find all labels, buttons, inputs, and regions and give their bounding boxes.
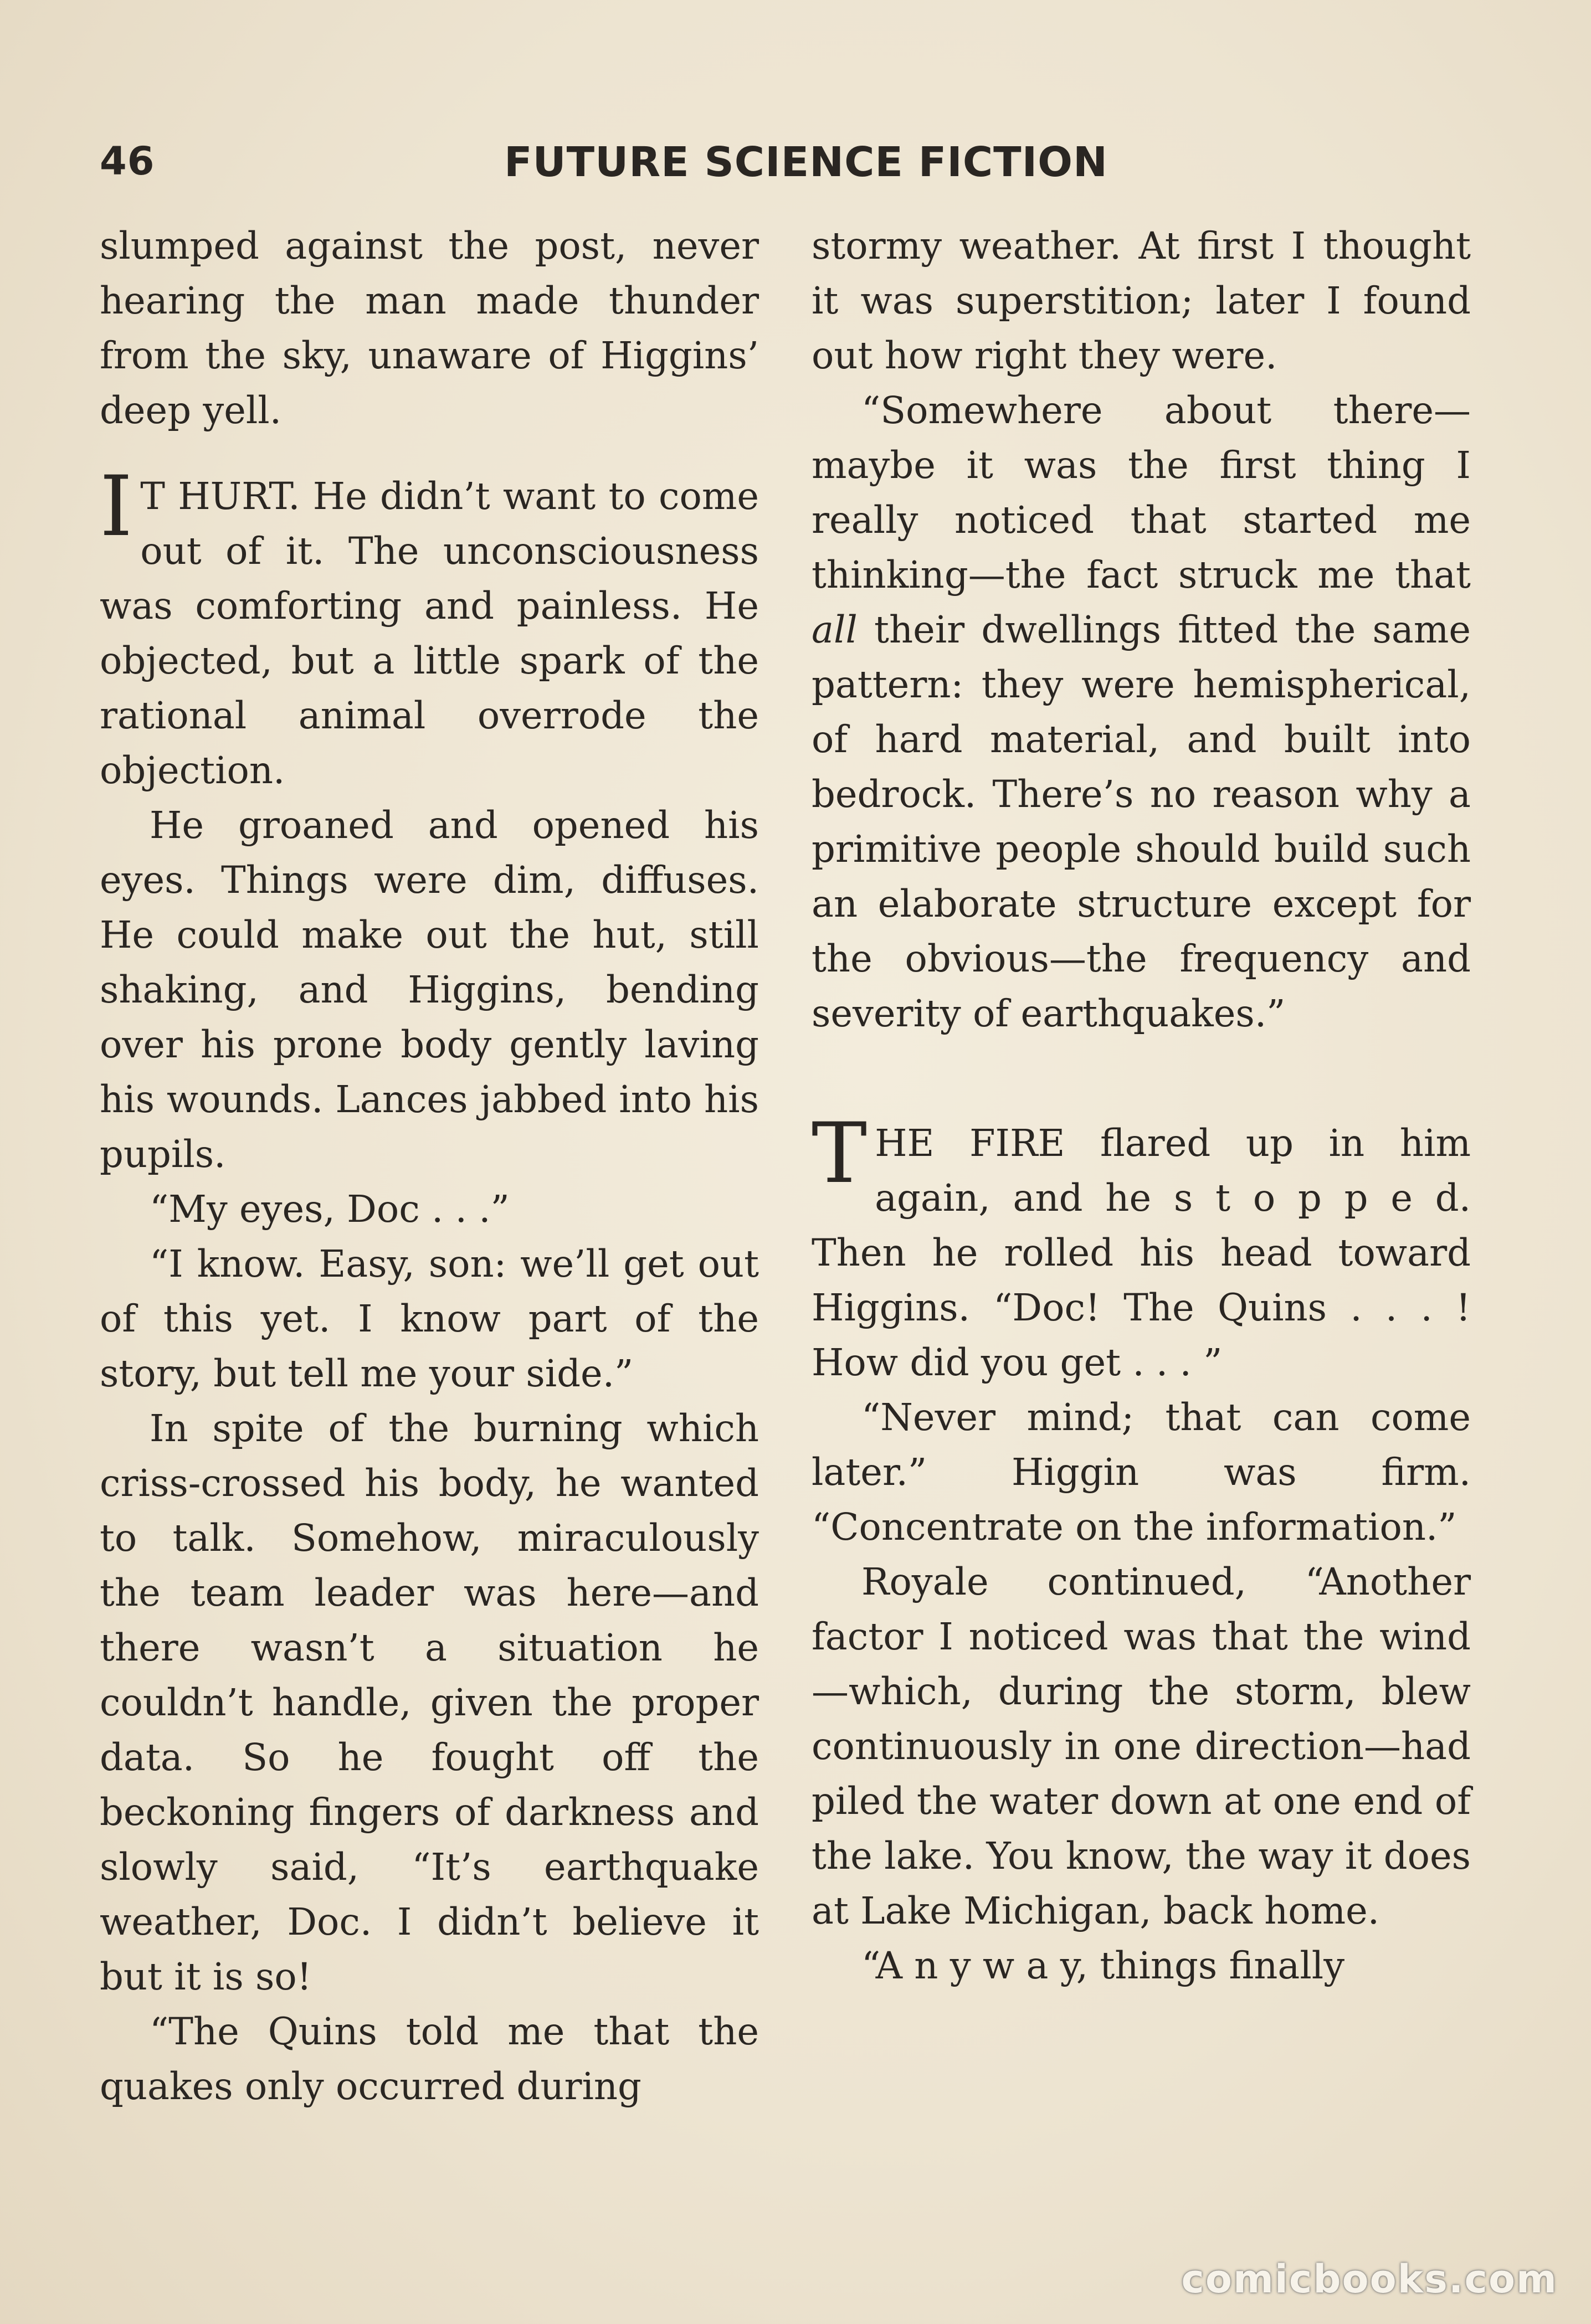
paragraph bbox=[812, 383, 1471, 1041]
paragraph-text: their dwellings fitted the same pattern: they were hemispherical, of hard material, and built into bedrock. There’s no reason why a primitive people should build such an elaborate structure except for the obvious—the frequency and severity of earthquakes.” bbox=[812, 608, 1471, 1035]
paragraph: Royale continued, “Another factor I noticed was that the wind—which, during the storm, blew continuously in one direction—had piled the water down at one end of the lake. You know, the way it does at Lake Michigan, back home. bbox=[812, 1560, 1471, 1932]
paragraph: “The Quins told me that the quakes only occurred during bbox=[100, 2010, 759, 2108]
watermark: comicbooks.com bbox=[1181, 2256, 1558, 2302]
section-start-paragraph bbox=[812, 1106, 1471, 1390]
paragraph-text: HE FIRE flared up in him again, and he s t o p p e d. Then he rolled his head toward Higgins. “Doc! The Quins . . . ! How did you get . . . ” bbox=[812, 1122, 1471, 1384]
page-header bbox=[100, 138, 1485, 199]
paragraph: In spite of the burning which criss-crossed his body, he wanted to talk. Somehow, miraculously the team leader was here—and there wasn’t a situation he couldn’t handle, given the proper data. So he fought off the beckoning fingers of darkness and slowly said, “It’s earthquake weather, Doc. I didn’t believe it but it is so! bbox=[100, 1407, 759, 1998]
left-column bbox=[100, 219, 759, 2114]
emphasis-text: all bbox=[812, 608, 858, 651]
right-column bbox=[812, 219, 1471, 1993]
paragraph: “My eyes, Doc . . .” bbox=[150, 1187, 510, 1231]
paragraph-text: “Somewhere about there—maybe it was the first thing I really noticed that started me thinking—the fact struck me that bbox=[812, 389, 1471, 597]
section-start-paragraph bbox=[100, 459, 759, 798]
paragraph-text: T HURT. He didn’t want to come out of it. The unconsciousness was comforting and painless. He objected, but a little spark of the rational animal overrode the objection. bbox=[100, 475, 759, 792]
paragraph: “I know. Easy, son: we’ll get out of this yet. I know part of the story, but tell me your side.” bbox=[100, 1242, 759, 1395]
running-head: FUTURE SCIENCE FICTION bbox=[504, 138, 1108, 186]
drop-cap: T bbox=[812, 1106, 868, 1202]
paragraph: “Never mind; that can come later.” Higgin was firm. “Concentrate on the information.” bbox=[812, 1396, 1471, 1549]
paragraph: He groaned and opened his eyes. Things were dim, diffuses. He could make out the hut, still shaking, and Higgins, bending over his prone body gently laving his wounds. Lances jabbed into his pupils. bbox=[100, 804, 759, 1176]
page-number: 46 bbox=[100, 138, 155, 184]
drop-cap: I bbox=[100, 459, 133, 555]
paragraph: “A n y w a y, things finally bbox=[861, 1944, 1345, 1987]
paragraph: stormy weather. At first I thought it was superstition; later I found out how right they were. bbox=[812, 224, 1471, 377]
paragraph: slumped against the post, never hearing the man made thunder from the sky, unaware of Higgins’ deep yell. bbox=[100, 224, 759, 432]
